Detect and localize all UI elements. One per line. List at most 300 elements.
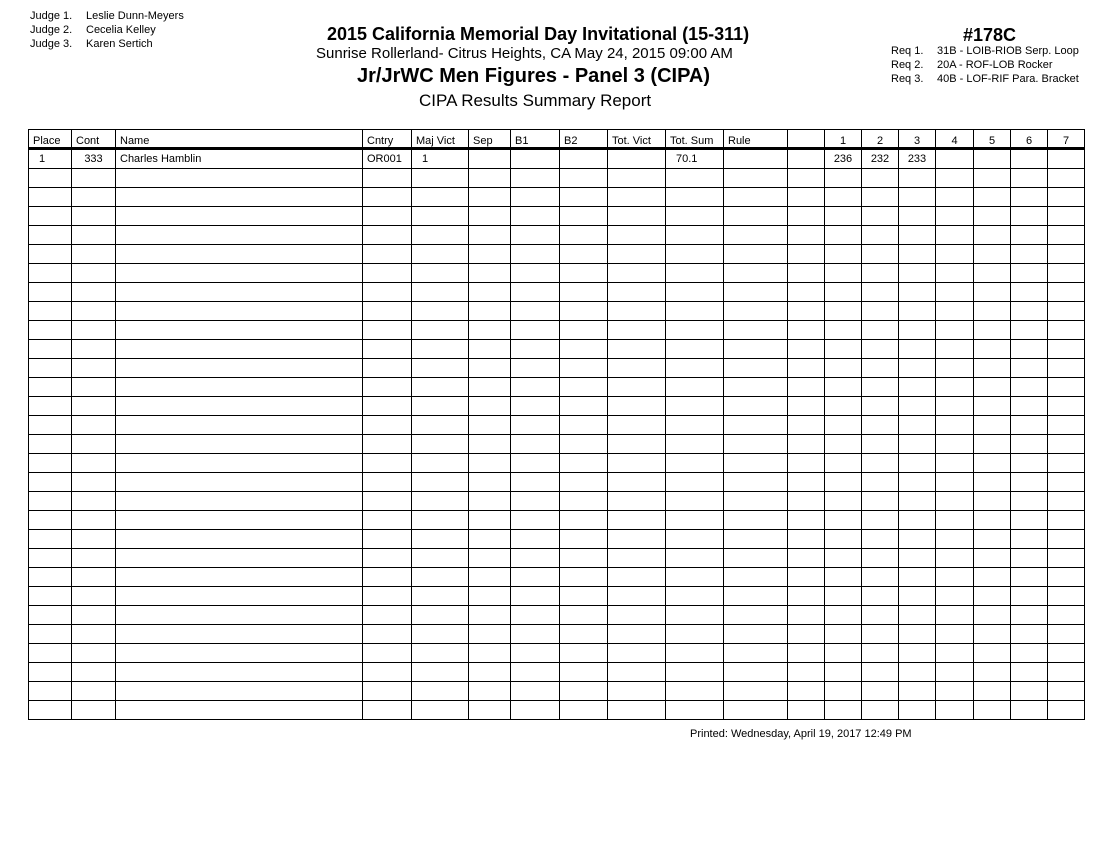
empty-cell xyxy=(666,378,724,397)
empty-cell xyxy=(862,701,899,720)
table-row-empty xyxy=(29,663,1085,682)
event-code: #178C xyxy=(963,25,1017,45)
empty-cell xyxy=(974,169,1011,188)
empty-cell xyxy=(412,416,469,435)
empty-cell xyxy=(1011,264,1048,283)
empty-cell xyxy=(1011,226,1048,245)
empty-cell xyxy=(72,701,116,720)
empty-cell xyxy=(469,283,511,302)
empty-cell xyxy=(511,264,560,283)
empty-cell xyxy=(825,644,862,663)
empty-cell xyxy=(936,226,974,245)
empty-cell xyxy=(412,435,469,454)
empty-cell xyxy=(116,511,363,530)
empty-cell xyxy=(666,511,724,530)
empty-cell xyxy=(862,359,899,378)
empty-cell xyxy=(936,207,974,226)
empty-cell xyxy=(899,302,936,321)
empty-cell xyxy=(29,625,72,644)
empty-cell xyxy=(936,644,974,663)
judge-3: Judge 3. Karen Sertich xyxy=(30,38,153,50)
empty-cell xyxy=(29,264,72,283)
empty-cell xyxy=(29,207,72,226)
empty-cell xyxy=(72,568,116,587)
empty-cell xyxy=(363,682,412,701)
empty-cell xyxy=(899,663,936,682)
empty-cell xyxy=(72,492,116,511)
empty-cell xyxy=(412,321,469,340)
col-header-place: Place xyxy=(29,130,72,149)
empty-cell xyxy=(412,701,469,720)
empty-cell xyxy=(899,397,936,416)
empty-cell xyxy=(363,264,412,283)
empty-cell xyxy=(788,492,825,511)
empty-cell xyxy=(412,568,469,587)
empty-cell xyxy=(899,454,936,473)
empty-cell xyxy=(666,682,724,701)
empty-cell xyxy=(936,302,974,321)
empty-cell xyxy=(511,606,560,625)
table-row-empty xyxy=(29,701,1085,720)
empty-cell xyxy=(788,473,825,492)
empty-cell xyxy=(974,226,1011,245)
empty-cell xyxy=(724,416,788,435)
empty-cell xyxy=(724,492,788,511)
empty-cell xyxy=(825,207,862,226)
empty-cell xyxy=(899,568,936,587)
empty-cell xyxy=(560,416,608,435)
empty-cell xyxy=(608,587,666,606)
empty-cell xyxy=(560,606,608,625)
empty-cell xyxy=(363,625,412,644)
empty-cell xyxy=(116,340,363,359)
empty-cell xyxy=(724,549,788,568)
cell-place: 1 xyxy=(29,149,72,169)
empty-cell xyxy=(1011,245,1048,264)
empty-cell xyxy=(1048,663,1085,682)
col-header-judge-6: 6 xyxy=(1011,130,1048,149)
empty-cell xyxy=(936,245,974,264)
empty-cell xyxy=(974,188,1011,207)
empty-cell xyxy=(412,473,469,492)
empty-cell xyxy=(788,397,825,416)
empty-cell xyxy=(724,207,788,226)
empty-cell xyxy=(608,264,666,283)
empty-cell xyxy=(72,302,116,321)
empty-cell xyxy=(363,283,412,302)
empty-cell xyxy=(1048,682,1085,701)
empty-cell xyxy=(511,302,560,321)
empty-cell xyxy=(363,511,412,530)
col-header-b2: B2 xyxy=(560,130,608,149)
report-name: CIPA Results Summary Report xyxy=(419,91,652,110)
table-row-empty xyxy=(29,644,1085,663)
empty-cell xyxy=(862,226,899,245)
table-row-empty xyxy=(29,397,1085,416)
cell-judge-3: 233 xyxy=(899,149,936,169)
empty-cell xyxy=(560,549,608,568)
empty-cell xyxy=(511,378,560,397)
empty-cell xyxy=(1011,682,1048,701)
empty-cell xyxy=(724,283,788,302)
empty-cell xyxy=(608,226,666,245)
empty-cell xyxy=(974,701,1011,720)
empty-cell xyxy=(511,397,560,416)
col-header-name: Name xyxy=(116,130,363,149)
empty-cell xyxy=(825,473,862,492)
empty-cell xyxy=(666,340,724,359)
empty-cell xyxy=(974,473,1011,492)
col-header-sep: Sep xyxy=(469,130,511,149)
empty-cell xyxy=(560,682,608,701)
empty-cell xyxy=(469,625,511,644)
empty-cell xyxy=(724,397,788,416)
empty-cell xyxy=(825,378,862,397)
empty-cell xyxy=(412,511,469,530)
empty-cell xyxy=(412,226,469,245)
empty-cell xyxy=(116,169,363,188)
empty-cell xyxy=(862,587,899,606)
empty-cell xyxy=(724,245,788,264)
empty-cell xyxy=(116,397,363,416)
empty-cell xyxy=(936,473,974,492)
empty-cell xyxy=(560,663,608,682)
empty-cell xyxy=(511,207,560,226)
venue-line: Sunrise Rollerland- Citrus Heights, CA May 24, 2015 09:00 AM xyxy=(316,45,733,62)
empty-cell xyxy=(412,549,469,568)
empty-cell xyxy=(936,701,974,720)
empty-cell xyxy=(666,454,724,473)
empty-cell xyxy=(469,302,511,321)
empty-cell xyxy=(29,663,72,682)
table-header-row xyxy=(29,130,1085,149)
col-header-blank xyxy=(788,130,825,149)
empty-cell xyxy=(862,473,899,492)
empty-cell xyxy=(560,625,608,644)
empty-cell xyxy=(862,492,899,511)
empty-cell xyxy=(788,682,825,701)
empty-cell xyxy=(825,188,862,207)
judge-1: Judge 1. Leslie Dunn-Meyers xyxy=(30,10,184,22)
empty-cell xyxy=(899,492,936,511)
empty-cell xyxy=(974,530,1011,549)
empty-cell xyxy=(72,378,116,397)
empty-cell xyxy=(560,283,608,302)
cell-b1 xyxy=(511,149,560,169)
empty-cell xyxy=(899,530,936,549)
empty-cell xyxy=(788,359,825,378)
results-table xyxy=(28,129,1085,720)
empty-cell xyxy=(72,397,116,416)
empty-cell xyxy=(825,397,862,416)
empty-cell xyxy=(608,245,666,264)
cell-judge-1: 236 xyxy=(825,149,862,169)
empty-cell xyxy=(1011,321,1048,340)
empty-cell xyxy=(666,473,724,492)
empty-cell xyxy=(116,245,363,264)
empty-cell xyxy=(862,682,899,701)
empty-cell xyxy=(862,321,899,340)
empty-cell xyxy=(862,188,899,207)
table-row-empty xyxy=(29,682,1085,701)
empty-cell xyxy=(862,340,899,359)
empty-cell xyxy=(72,473,116,492)
empty-cell xyxy=(608,169,666,188)
empty-cell xyxy=(666,245,724,264)
empty-cell xyxy=(116,359,363,378)
empty-cell xyxy=(1011,492,1048,511)
col-header-cont: Cont xyxy=(72,130,116,149)
empty-cell xyxy=(511,340,560,359)
empty-cell xyxy=(974,283,1011,302)
empty-cell xyxy=(363,473,412,492)
empty-cell xyxy=(363,226,412,245)
empty-cell xyxy=(936,625,974,644)
table-row-empty xyxy=(29,568,1085,587)
empty-cell xyxy=(29,226,72,245)
empty-cell xyxy=(724,188,788,207)
empty-cell xyxy=(1048,511,1085,530)
empty-cell xyxy=(469,378,511,397)
empty-cell xyxy=(608,378,666,397)
empty-cell xyxy=(469,435,511,454)
empty-cell xyxy=(1048,283,1085,302)
cell-rule xyxy=(724,149,788,169)
empty-cell xyxy=(608,188,666,207)
col-header-judge-5: 5 xyxy=(974,130,1011,149)
empty-cell xyxy=(72,530,116,549)
empty-cell xyxy=(72,340,116,359)
empty-cell xyxy=(29,492,72,511)
empty-cell xyxy=(724,340,788,359)
empty-cell xyxy=(608,492,666,511)
empty-cell xyxy=(1011,207,1048,226)
empty-cell xyxy=(469,226,511,245)
table-row-empty xyxy=(29,511,1085,530)
cell-judge-2: 232 xyxy=(862,149,899,169)
empty-cell xyxy=(363,492,412,511)
empty-cell xyxy=(511,473,560,492)
empty-cell xyxy=(412,359,469,378)
empty-cell xyxy=(788,283,825,302)
empty-cell xyxy=(825,701,862,720)
empty-cell xyxy=(825,169,862,188)
empty-cell xyxy=(560,454,608,473)
empty-cell xyxy=(72,663,116,682)
table-row-empty xyxy=(29,530,1085,549)
empty-cell xyxy=(116,188,363,207)
empty-cell xyxy=(862,530,899,549)
empty-cell xyxy=(936,549,974,568)
empty-cell xyxy=(936,188,974,207)
col-header-tot-vict: Tot. Vict xyxy=(608,130,666,149)
empty-cell xyxy=(1048,245,1085,264)
empty-cell xyxy=(72,226,116,245)
empty-cell xyxy=(116,587,363,606)
empty-cell xyxy=(469,416,511,435)
empty-cell xyxy=(862,549,899,568)
empty-cell xyxy=(116,473,363,492)
empty-cell xyxy=(412,644,469,663)
empty-cell xyxy=(1048,701,1085,720)
empty-cell xyxy=(666,226,724,245)
table-row-empty xyxy=(29,207,1085,226)
empty-cell xyxy=(899,359,936,378)
empty-cell xyxy=(608,625,666,644)
empty-cell xyxy=(1011,625,1048,644)
empty-cell xyxy=(412,492,469,511)
empty-cell xyxy=(666,302,724,321)
empty-cell xyxy=(1011,511,1048,530)
empty-cell xyxy=(666,397,724,416)
cell-blank xyxy=(788,149,825,169)
empty-cell xyxy=(666,435,724,454)
empty-cell xyxy=(1048,188,1085,207)
empty-cell xyxy=(666,169,724,188)
empty-cell xyxy=(788,549,825,568)
empty-cell xyxy=(116,302,363,321)
empty-cell xyxy=(974,682,1011,701)
col-header-judge-4: 4 xyxy=(936,130,974,149)
empty-cell xyxy=(560,340,608,359)
empty-cell xyxy=(560,701,608,720)
empty-cell xyxy=(511,188,560,207)
empty-cell xyxy=(72,454,116,473)
empty-cell xyxy=(1011,378,1048,397)
empty-cell xyxy=(363,397,412,416)
empty-cell xyxy=(825,511,862,530)
empty-cell xyxy=(412,169,469,188)
empty-cell xyxy=(1011,302,1048,321)
empty-cell xyxy=(862,245,899,264)
empty-cell xyxy=(862,416,899,435)
empty-cell xyxy=(363,416,412,435)
empty-cell xyxy=(469,359,511,378)
empty-cell xyxy=(899,245,936,264)
empty-cell xyxy=(1011,549,1048,568)
table-row-empty xyxy=(29,321,1085,340)
empty-cell xyxy=(511,492,560,511)
empty-cell xyxy=(936,682,974,701)
empty-cell xyxy=(72,682,116,701)
empty-cell xyxy=(608,511,666,530)
empty-cell xyxy=(116,226,363,245)
empty-cell xyxy=(1011,454,1048,473)
empty-cell xyxy=(72,321,116,340)
table-row-empty xyxy=(29,587,1085,606)
empty-cell xyxy=(469,530,511,549)
empty-cell xyxy=(825,226,862,245)
empty-cell xyxy=(1048,264,1085,283)
empty-cell xyxy=(825,549,862,568)
empty-cell xyxy=(788,321,825,340)
requirements-list xyxy=(891,44,1079,86)
empty-cell xyxy=(1011,435,1048,454)
empty-cell xyxy=(1048,416,1085,435)
empty-cell xyxy=(116,530,363,549)
empty-cell xyxy=(788,663,825,682)
empty-cell xyxy=(560,226,608,245)
empty-cell xyxy=(511,701,560,720)
empty-cell xyxy=(469,188,511,207)
empty-cell xyxy=(974,492,1011,511)
empty-cell xyxy=(72,416,116,435)
empty-cell xyxy=(724,701,788,720)
empty-cell xyxy=(666,188,724,207)
empty-cell xyxy=(899,435,936,454)
empty-cell xyxy=(899,701,936,720)
col-header-judge-3: 3 xyxy=(899,130,936,149)
empty-cell xyxy=(469,568,511,587)
empty-cell xyxy=(116,549,363,568)
empty-cell xyxy=(363,378,412,397)
empty-cell xyxy=(29,245,72,264)
judges-list xyxy=(30,9,184,51)
empty-cell xyxy=(412,283,469,302)
empty-cell xyxy=(469,169,511,188)
table-row-empty xyxy=(29,340,1085,359)
empty-cell xyxy=(666,207,724,226)
empty-cell xyxy=(363,245,412,264)
empty-cell xyxy=(412,454,469,473)
empty-cell xyxy=(608,321,666,340)
empty-cell xyxy=(974,359,1011,378)
empty-cell xyxy=(29,359,72,378)
empty-cell xyxy=(116,606,363,625)
table-row-empty xyxy=(29,283,1085,302)
empty-cell xyxy=(560,492,608,511)
empty-cell xyxy=(666,625,724,644)
empty-cell xyxy=(363,435,412,454)
col-header-judge-2: 2 xyxy=(862,130,899,149)
empty-cell xyxy=(1048,606,1085,625)
empty-cell xyxy=(1011,416,1048,435)
empty-cell xyxy=(29,606,72,625)
empty-cell xyxy=(469,606,511,625)
empty-cell xyxy=(363,454,412,473)
empty-cell xyxy=(862,625,899,644)
empty-cell xyxy=(936,454,974,473)
empty-cell xyxy=(1048,587,1085,606)
table-row-empty xyxy=(29,416,1085,435)
empty-cell xyxy=(608,435,666,454)
empty-cell xyxy=(608,454,666,473)
empty-cell xyxy=(788,606,825,625)
empty-cell xyxy=(1048,397,1085,416)
empty-cell xyxy=(560,530,608,549)
empty-cell xyxy=(29,188,72,207)
empty-cell xyxy=(469,397,511,416)
table-row-empty xyxy=(29,264,1085,283)
empty-cell xyxy=(974,663,1011,682)
empty-cell xyxy=(974,245,1011,264)
empty-cell xyxy=(788,188,825,207)
empty-cell xyxy=(974,644,1011,663)
table-row-empty xyxy=(29,302,1085,321)
empty-cell xyxy=(936,378,974,397)
empty-cell xyxy=(788,625,825,644)
empty-cell xyxy=(608,663,666,682)
empty-cell xyxy=(511,568,560,587)
empty-cell xyxy=(72,188,116,207)
empty-cell xyxy=(899,549,936,568)
empty-cell xyxy=(825,587,862,606)
empty-cell xyxy=(862,207,899,226)
empty-cell xyxy=(72,549,116,568)
empty-cell xyxy=(936,663,974,682)
empty-cell xyxy=(412,188,469,207)
empty-cell xyxy=(666,359,724,378)
